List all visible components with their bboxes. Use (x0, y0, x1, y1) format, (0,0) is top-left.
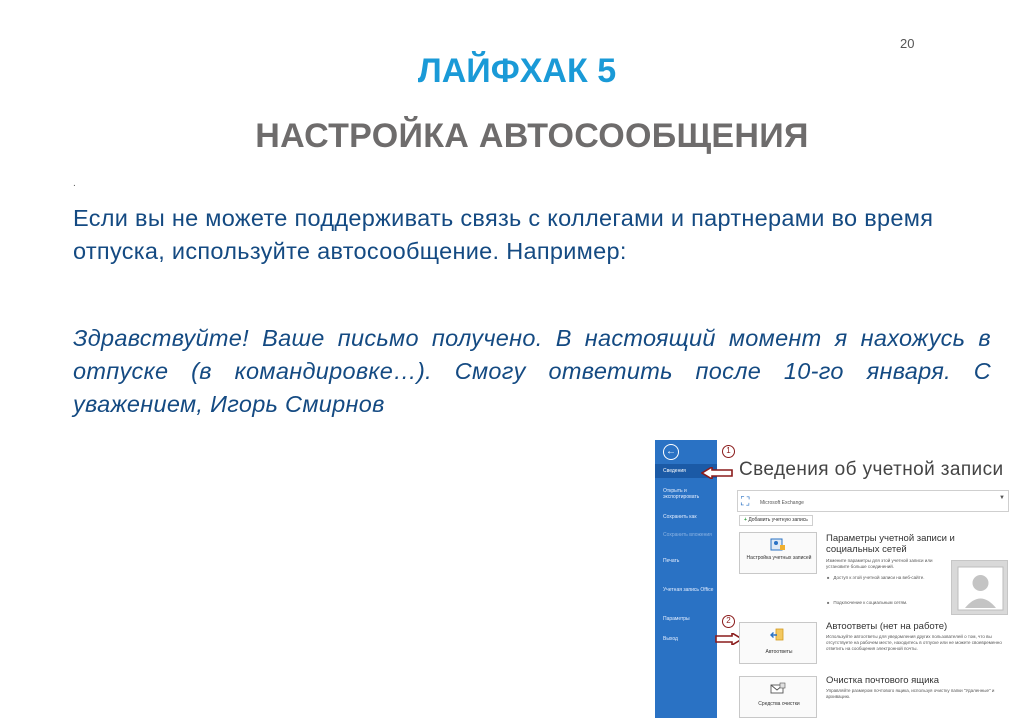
account-settings-title: Параметры учетной записи и социальных сетей (826, 533, 955, 555)
sidebar-item-exit[interactable]: Выход (663, 636, 678, 642)
exchange-icon: ⛶ (741, 494, 750, 508)
cleanup-tools-label: Средства очистки (758, 701, 800, 707)
sidebar-item-print[interactable]: Печать (663, 558, 680, 564)
auto-replies-desc: Используйте автоответы для уведомления других пользователей о том, что вы отсутствуете на рабочем месте, находитесь в отпуске или не можете своевременно ответить на сообщения электронной почты. (826, 634, 1002, 651)
sidebar-item-info[interactable]: Сведения (655, 464, 717, 478)
add-account-button[interactable] (739, 515, 813, 526)
sidebar-item-save-attachments[interactable]: Сохранить вложения (663, 532, 712, 538)
step-1-arrow-icon (701, 467, 733, 479)
add-account-label: Добавить учетную запись (748, 517, 808, 523)
account-settings-bullet-social[interactable]: ■ Подключение к социальным сетям. (827, 600, 947, 606)
account-settings-button[interactable] (739, 532, 817, 574)
auto-replies-label: Автоответы (765, 649, 793, 655)
account-settings-bullet-web[interactable]: ■ Доступ к этой учетной записи на веб-сайте. (827, 575, 947, 581)
account-settings-icon (770, 538, 786, 551)
account-dropdown[interactable] (737, 490, 1009, 512)
avatar[interactable] (951, 560, 1008, 615)
auto-replies-button[interactable] (739, 622, 817, 664)
bullet-dot: . (73, 178, 76, 189)
sidebar-item-open-export[interactable]: Открыть и экспортировать (663, 488, 700, 500)
chevron-down-icon[interactable]: ▼ (999, 495, 1005, 501)
plus-icon: + (744, 517, 747, 523)
example-quote: Здравствуйте! Ваше письмо получено. В настоящий момент я нахожусь в отпуске (в командировке…). Смогу ответить после 10-го января. С уважением, Игорь Смирнов (73, 325, 991, 417)
sidebar-item-office-account[interactable]: Учетная запись Office (663, 587, 714, 593)
step-2-badge: 2 (722, 615, 735, 628)
backstage-sidebar (655, 440, 717, 718)
step-1-badge: 1 (722, 445, 735, 458)
mailbox-cleanup-icon (770, 682, 786, 695)
account-info-title: Сведения об учетной записи (739, 459, 1004, 480)
auto-reply-icon (770, 628, 786, 641)
outlook-screenshot (655, 440, 1010, 718)
sidebar-item-save-as[interactable]: Сохранить как (663, 514, 697, 520)
slide-title: ЛАЙФХАК 5 (417, 52, 617, 90)
account-settings-label: Настройка учетных записей (746, 555, 812, 561)
page-number: 20 (900, 36, 915, 51)
back-arrow-icon[interactable]: ← (663, 444, 679, 460)
cleanup-title: Очистка почтового ящика (826, 675, 940, 686)
slide-subtitle: НАСТРОЙКА АВТОСООБЩЕНИЯ (255, 117, 809, 155)
person-icon (952, 561, 1009, 616)
sidebar-item-options[interactable]: Параметры (663, 616, 690, 622)
cleanup-tools-button[interactable] (739, 676, 817, 718)
account-label: Microsoft Exchange (760, 500, 804, 506)
body-text: Если вы не можете поддерживать связь с коллегами и партнерами во время отпуска, используйте автосообщение. Например: (73, 205, 934, 264)
account-settings-desc: Измените параметры для этой учетной записи или установите больше соединений. (826, 558, 933, 569)
cleanup-desc: Управляйте размером почтового ящика, используя очистку папки "Удаленные" и архивацию. (826, 688, 995, 699)
auto-replies-title: Автоответы (нет на работе) (826, 621, 948, 632)
